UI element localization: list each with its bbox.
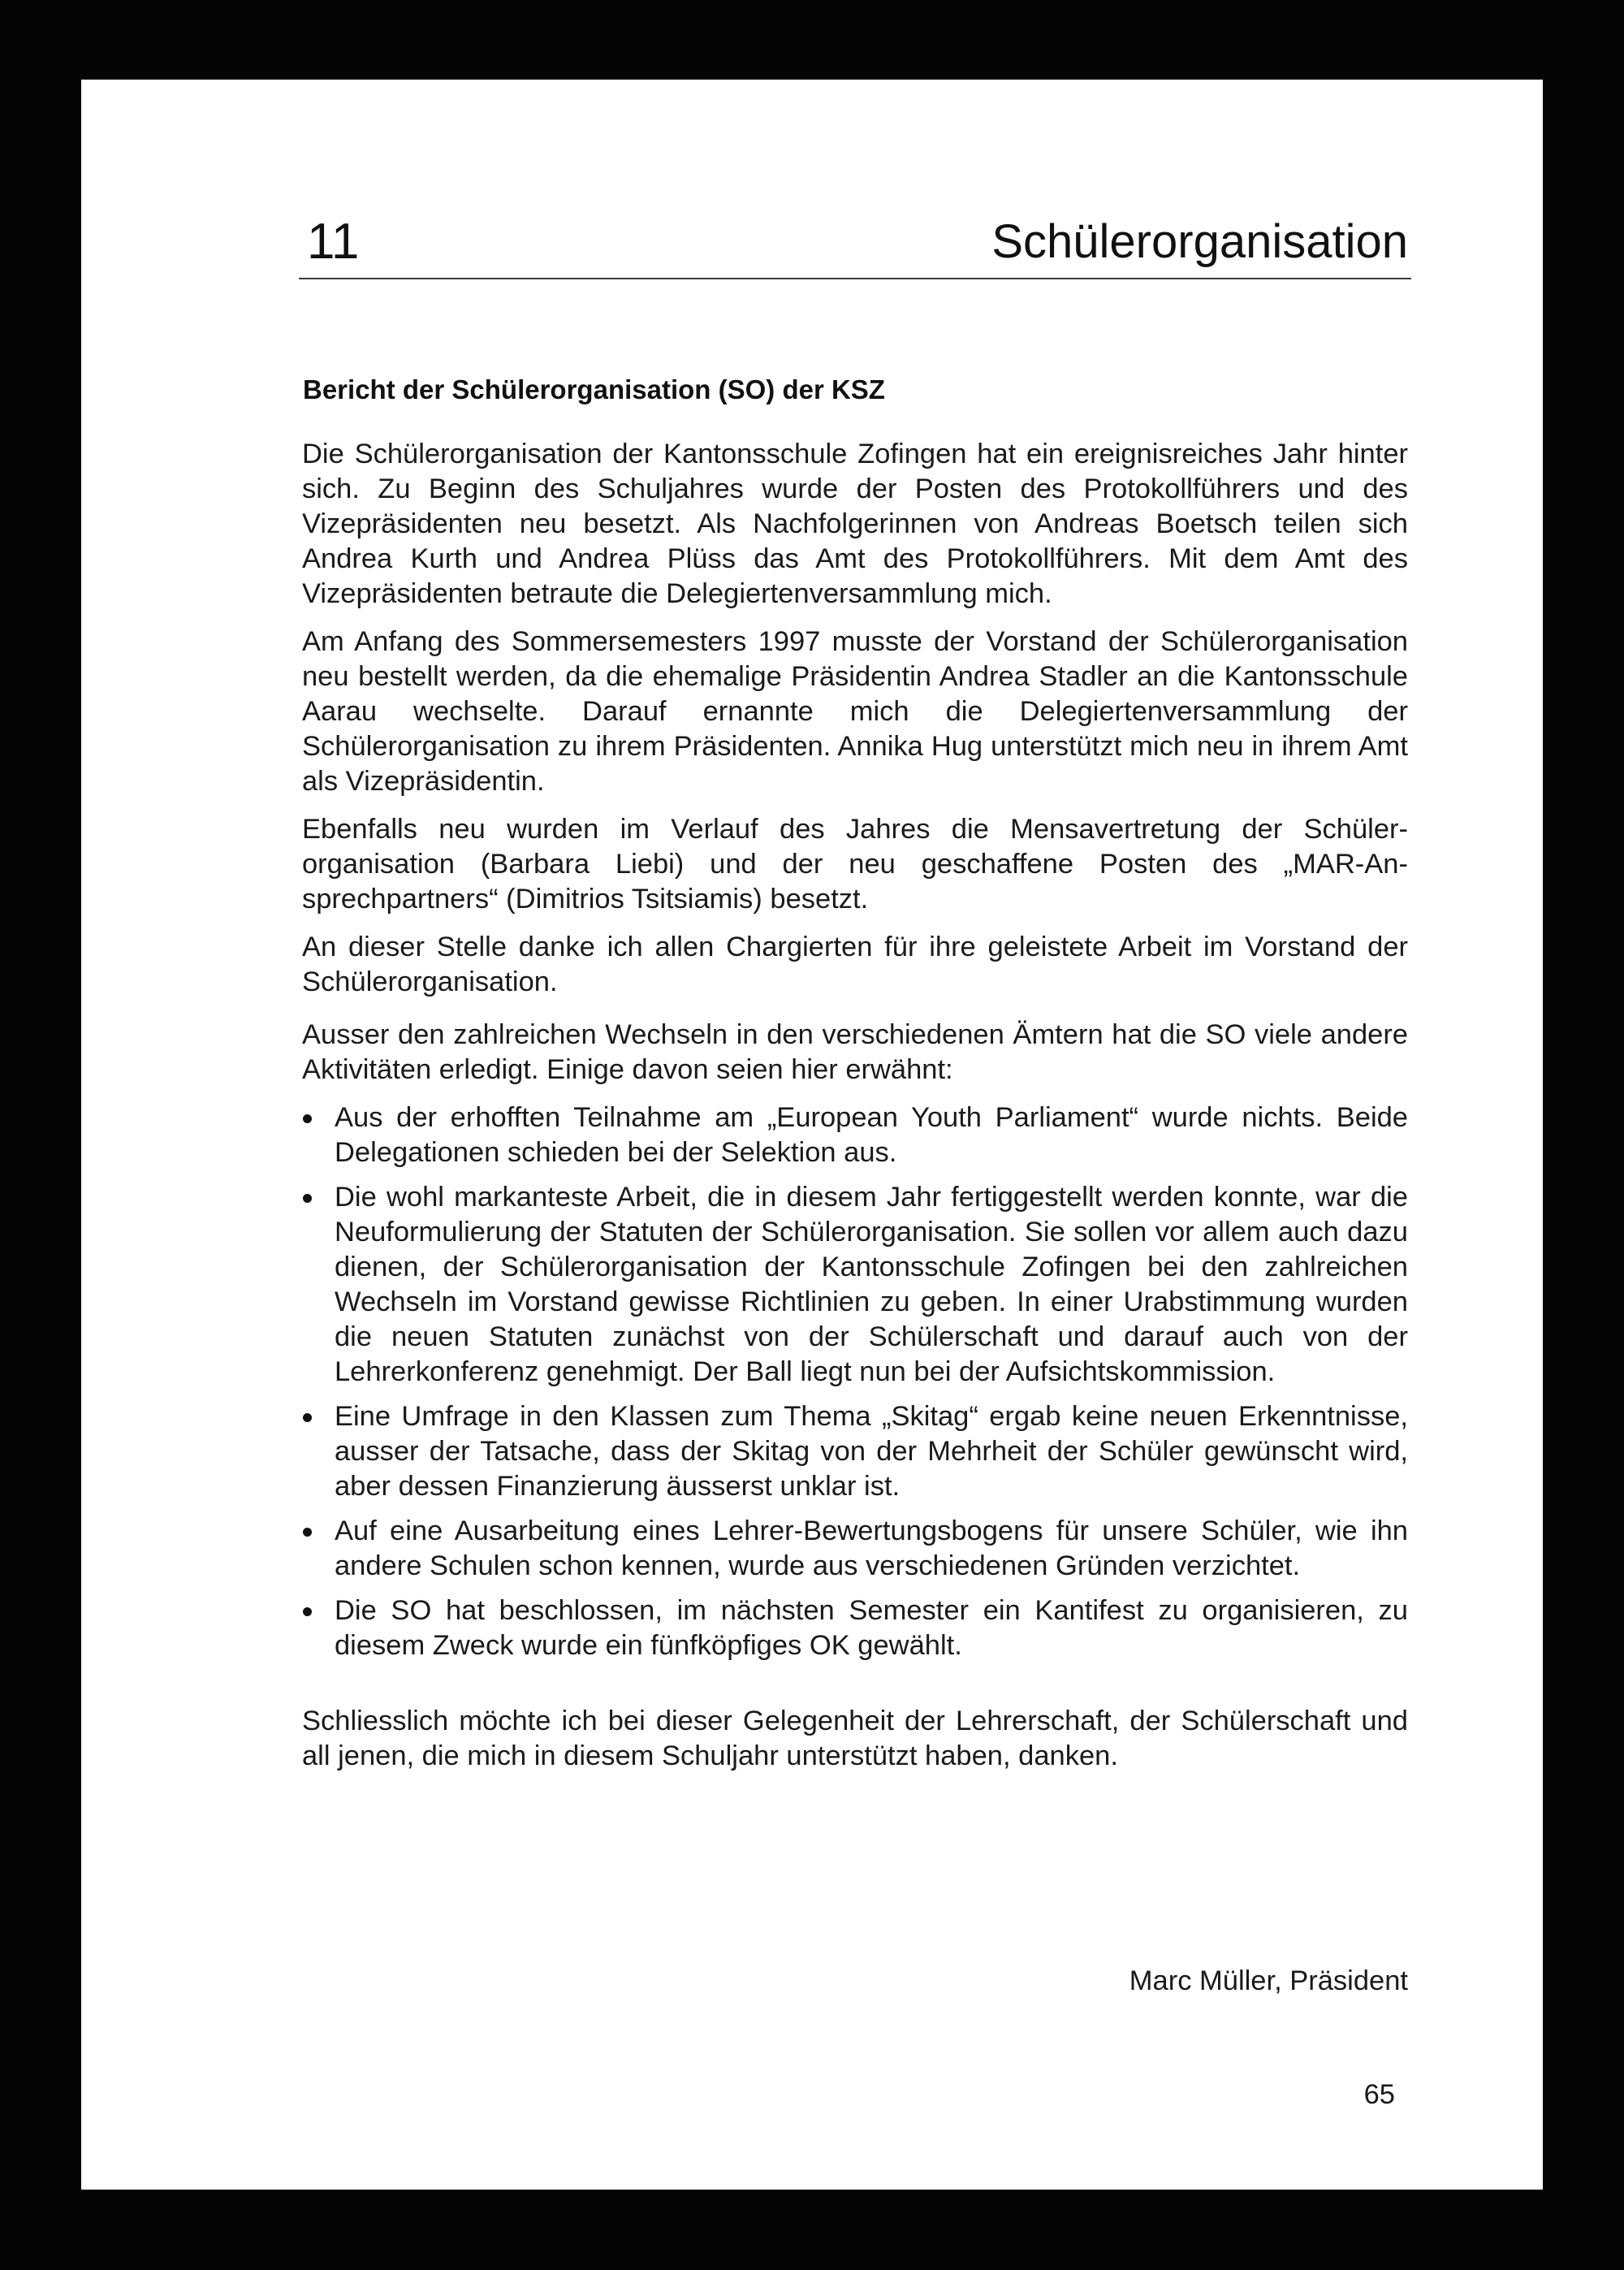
- bullet-icon: [303, 1114, 312, 1123]
- paragraph-2: Am Anfang des Sommersemesters 1997 musste der Vorstand der Schülerorganisation neu bestellt werden, da die ehemalige Präsidentin Andrea Stadler an die Kantonsschule Aarau wechselte. Darauf ernannte mich die Delegiertenversammlung der Schülerorganisation zu ihrem Präsidenten. Annika Hug unterstützt mich neu in ihrem Amt als Vizepräsidentin.: [302, 626, 1408, 797]
- list-item-text: Auf eine Ausarbeitung eines Lehrer-Bewertungsbogens für unsere Schüler, wie ihn andere Schulen schon kennen, wurde aus verschiedenen Gründen verzichtet.: [335, 1515, 1408, 1581]
- bullet-icon: [303, 1607, 312, 1616]
- list-item: [302, 1180, 1408, 1390]
- paragraph-5: Ausser den zahlreichen Wechseln in den verschiedenen Ämtern hat die SO viele andere Aktivitäten erledigt. Einige davon seien hier erwähnt:: [302, 1019, 1408, 1085]
- list-item-text: Die SO hat beschlossen, im nächsten Semester ein Kantifest zu organisieren, zu diesem Zweck wurde ein fünfköpfiges OK gewählt.: [335, 1595, 1408, 1661]
- chapter-title: Schülerorganisation: [991, 215, 1408, 268]
- article-body: [302, 437, 1408, 1787]
- signature: Marc Müller, Präsident: [1129, 1965, 1408, 1996]
- list-item-text: Eine Umfrage in den Klassen zum Thema „Skitag“ ergab keine neuen Erkenntnisse, ausser der Tatsache, dass der Skitag von der Mehrheit der Schüler gewünscht wird, aber dessen Finanzierung äusserst unklar ist.: [335, 1401, 1408, 1502]
- article-subheading: Bericht der Schülerorganisation (SO) der KSZ: [303, 374, 885, 404]
- list-item: [302, 1399, 1408, 1504]
- page-number: 65: [1363, 2079, 1395, 2110]
- chapter-number: 11: [307, 214, 360, 270]
- list-item: [302, 1100, 1408, 1170]
- closing-paragraph: Schliesslich möchte ich bei dieser Gelegenheit der Lehrerschaft, der Schülerschaft und all jenen, die mich in diesem Schuljahr unterstützt haben, danken.: [302, 1706, 1408, 1771]
- paragraph-3: Ebenfalls neu wurden im Verlauf des Jahres die Mensavertretung der Schülerorganisation (Barbara Liebi) und der neu geschaffene Posten des „MAR-Ansprechpartners“ (Dimitrios Tsitsiamis) besetzt.: [302, 814, 1408, 914]
- activities-list: [302, 1100, 1408, 1663]
- paragraph-4: An dieser Stelle danke ich allen Chargierten für ihre geleistete Arbeit im Vorstand der Schülerorganisation.: [302, 932, 1408, 997]
- bullet-icon: [303, 1413, 312, 1422]
- bullet-icon: [303, 1528, 312, 1537]
- list-item-text: Aus der erhofften Teilnahme am „European Youth Parliament“ wurde nichts. Beide Delegationen schieden bei der Selektion aus.: [335, 1102, 1408, 1168]
- paragraph-1: Die Schülerorganisation der Kantonsschule Zofingen hat ein ereignisreiches Jahr hinter sich. Zu Beginn des Schuljahres wurde der Posten des Protokollführers und des Vizepräsidenten neu besetzt. Als Nachfolgerinnen von Andreas Boetsch teilen sich Andrea Kurth und Andrea Plüss das Amt des Protokollführers. Mit dem Amt des Vizepräsidenten betraute die Delegiertenversammlung mich.: [302, 439, 1408, 609]
- list-item-text: Die wohl markanteste Arbeit, die in diesem Jahr fertiggestellt werden konnte, war die Neuformulierung der Statuten der Schülerorganisation. Sie sollen vor allem auch dazu dienen, der Schülerorganisation der Kantonsschule Zofingen bei den zahlreichen Wechseln im Vorstand gewisse Richtlinien zu geben. In einer Urabstimmung wurden die neuen Statuten zunächst von der Schülerschaft und darauf auch von der Lehrerkonferenz genehmigt. Der Ball liegt nun bei der Aufsichtskommission.: [335, 1182, 1408, 1387]
- bullet-icon: [303, 1194, 312, 1203]
- list-item: [302, 1514, 1408, 1584]
- list-item: [302, 1593, 1408, 1663]
- chapter-header: [299, 208, 1411, 279]
- document-page: [81, 80, 1543, 2190]
